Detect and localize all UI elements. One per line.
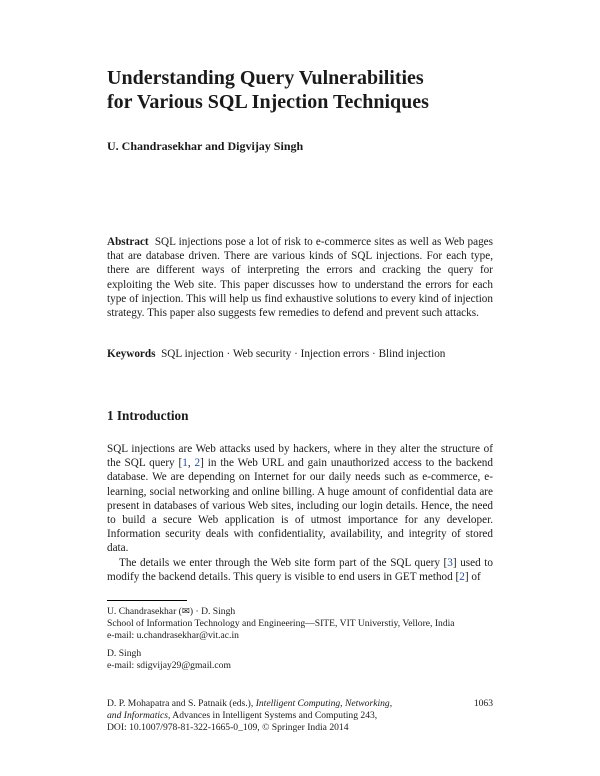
footnote1-email: e-mail: u.chandrasekhar@vit.ac.in — [107, 630, 239, 641]
pub-series: , Advances in Intelligent Systems and Computing 243, — [168, 710, 378, 721]
intro-p1-separator: , — [187, 457, 195, 470]
footnote-rule — [107, 600, 187, 601]
footnote1-school: School of Information Technology and Engineering—SITE, VIT Universtiy, Vellore, India — [107, 618, 455, 629]
title-line-1: Understanding Query Vulnerabilities — [107, 67, 424, 89]
footnote1-authors: U. Chandrasekhar (✉) · D. Singh — [107, 606, 236, 617]
section-heading-introduction: 1 Introduction — [107, 408, 189, 423]
keywords-text: SQL injection · Web security · Injection errors · Blind injection — [161, 348, 446, 360]
intro-paragraph-1 — [107, 442, 493, 556]
paper-title — [107, 66, 527, 114]
footnote-second-author — [107, 648, 507, 672]
intro-p1-text-a: SQL injections are Web attacks used by hackers, where in they alter the structure of the SQL query [ — [107, 443, 493, 470]
abstract-text: SQL injections pose a lot of risk to e-commerce sites as well as Web pages that are database driven. There are various kinds of SQL injections. For each type, there are different ways of interpreting the errors and cracking the query for exploiting the Web site. This paper discusses how to understand the errors for each type of injection. This will help us find exhaustive solutions to every kind of injection strategy. This paper also suggests few remedies to defend and prevent such attacks. — [107, 236, 493, 320]
pub-editors: D. P. Mohapatra and S. Patnaik (eds.), — [107, 698, 256, 709]
keywords — [107, 347, 493, 361]
citation-link-2b[interactable]: 2 — [459, 570, 465, 583]
page-number: 1063 — [473, 698, 493, 709]
introduction-body — [107, 442, 493, 584]
citation-link-3[interactable]: 3 — [447, 556, 453, 569]
footnote-affiliation — [107, 606, 507, 642]
keywords-label: Keywords — [107, 348, 156, 360]
abstract-label: Abstract — [107, 236, 149, 248]
paper-authors: U. Chandrasekhar and Digvijay Singh — [107, 139, 304, 153]
title-line-2: for Various SQL Injection Techniques — [107, 91, 429, 113]
pub-doi: DOI: 10.1007/978-81-322-1665-0_109, © Springer India 2014 — [107, 722, 349, 733]
intro-p2-text-a: The details we enter through the Web site form part of the SQL query [ — [119, 556, 448, 569]
footnote2-email: e-mail: sdigvijay29@gmail.com — [107, 660, 231, 671]
footnote2-name: D. Singh — [107, 648, 142, 659]
intro-paragraph-2 — [107, 556, 493, 584]
pub-book-title-1: Intelligent Computing, Networking, — [255, 698, 393, 709]
intro-p2-text-c: ] of — [464, 570, 481, 583]
pub-book-title-2: and Informatics — [107, 710, 169, 721]
citation-link-1[interactable]: 1 — [182, 457, 188, 470]
abstract — [107, 235, 493, 320]
intro-p2-text-b: ] used to modify the backend details. This query is visible to end users in GET method [ — [107, 556, 493, 583]
intro-p1-text-b: ] in the Web URL and gain unauthorized access to the backend database. We are depending on Internet for our daily needs such as e-commerce, e-learning, social networking and online billing. A huge amount of confidential data are present in databases of various Web sites, including our login details. Hence, the need to build a secure Web application is of utmost importance for any developer. Information security deals with confidentiality, availability, and integrity of stored data. — [107, 457, 493, 555]
citation-link-2[interactable]: 2 — [194, 457, 201, 470]
publication-info — [107, 698, 447, 734]
